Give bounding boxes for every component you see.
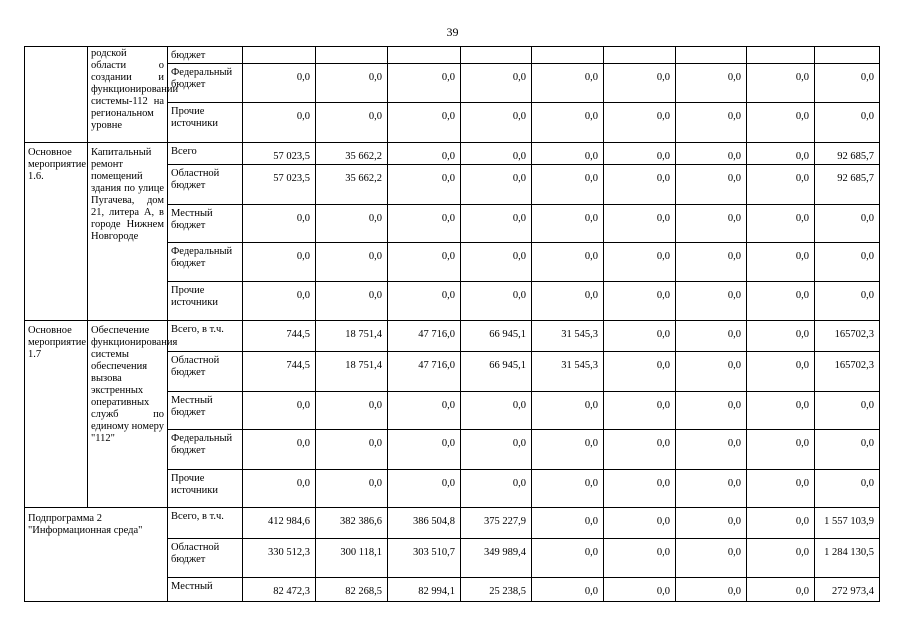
value-cell: 0,0 [676,103,747,143]
value-cell: 0,0 [604,64,676,103]
funding-source-cell: Областной бюджет [168,352,243,392]
value-cell: 0,0 [604,392,676,430]
value-cell: 0,0 [388,103,461,143]
value-cell: 272 973,4 [815,578,880,602]
value-cell: 25 238,5 [461,578,532,602]
budget-table [24,46,880,602]
funding-source-cell: Местный бюджет [168,205,243,243]
value-cell: 0,0 [747,392,815,430]
event-description-cell: Обеспечение функционирования системы обеспечения вызова экстренных оперативных служб по единому номеру "112" [88,321,168,508]
value-cell: 0,0 [316,392,388,430]
value-cell: 0,0 [388,282,461,321]
value-cell: 31 545,3 [532,352,604,392]
event-name-cell: Подпрограмма 2 "Информационная среда" [25,508,168,602]
value-cell: 0,0 [604,165,676,205]
value-cell: 0,0 [604,430,676,470]
value-cell [747,47,815,64]
value-cell: 0,0 [747,64,815,103]
value-cell: 0,0 [604,143,676,165]
value-cell: 0,0 [676,430,747,470]
value-cell: 0,0 [676,321,747,352]
value-cell: 0,0 [532,205,604,243]
value-cell: 0,0 [676,205,747,243]
value-cell: 0,0 [532,392,604,430]
value-cell: 92 685,7 [815,143,880,165]
value-cell [604,47,676,64]
value-cell: 744,5 [243,352,316,392]
page-number: 39 [446,25,459,39]
value-cell: 0,0 [388,64,461,103]
value-cell: 82 472,3 [243,578,316,602]
value-cell: 1 284 130,5 [815,539,880,578]
value-cell: 0,0 [747,205,815,243]
value-cell [532,47,604,64]
value-cell [815,47,880,64]
value-cell: 66 945,1 [461,352,532,392]
value-cell: 0,0 [676,508,747,539]
funding-source-cell: Всего, в т.ч. [168,321,243,352]
value-cell: 0,0 [388,205,461,243]
value-cell: 300 118,1 [316,539,388,578]
event-description-cell: Капитальный ремонт помещений здания по улице Пугачева, дом 21, литера А, в городе Нижнем Новгороде [88,143,168,321]
value-cell: 0,0 [316,430,388,470]
funding-source-cell: Федеральный бюджет [168,243,243,282]
value-cell: 0,0 [604,282,676,321]
value-cell: 0,0 [388,430,461,470]
funding-source-cell: Всего, в т.ч. [168,508,243,539]
value-cell: 0,0 [676,165,747,205]
value-cell: 0,0 [388,392,461,430]
value-cell: 57 023,5 [243,165,316,205]
value-cell: 0,0 [815,392,880,430]
value-cell: 0,0 [604,352,676,392]
funding-source-cell: Федеральный бюджет [168,430,243,470]
value-cell: 0,0 [815,470,880,508]
value-cell: 0,0 [316,103,388,143]
value-cell: 0,0 [604,103,676,143]
value-cell: 0,0 [532,282,604,321]
value-cell: 0,0 [243,282,316,321]
value-cell: 0,0 [316,64,388,103]
value-cell: 0,0 [815,103,880,143]
value-cell: 0,0 [388,165,461,205]
value-cell: 0,0 [316,470,388,508]
value-cell: 0,0 [747,470,815,508]
value-cell: 0,0 [747,143,815,165]
value-cell: 0,0 [388,243,461,282]
value-cell: 0,0 [815,64,880,103]
value-cell: 0,0 [604,539,676,578]
value-cell: 0,0 [676,143,747,165]
table-row [25,321,880,352]
table-row [25,143,880,165]
value-cell: 0,0 [747,352,815,392]
value-cell: 47 716,0 [388,321,461,352]
value-cell: 330 512,3 [243,539,316,578]
value-cell: 0,0 [532,103,604,143]
event-name-cell [25,47,88,143]
value-cell: 0,0 [676,352,747,392]
value-cell: 0,0 [604,243,676,282]
value-cell: 0,0 [747,578,815,602]
value-cell: 0,0 [604,470,676,508]
value-cell: 0,0 [604,321,676,352]
value-cell [388,47,461,64]
event-description-cell: родской области о создании и функционировании системы-112 на региональном уровне [88,47,168,143]
value-cell: 0,0 [747,282,815,321]
value-cell: 0,0 [461,282,532,321]
value-cell: 0,0 [604,205,676,243]
value-cell: 0,0 [532,243,604,282]
value-cell: 82 268,5 [316,578,388,602]
value-cell: 0,0 [316,205,388,243]
value-cell: 18 751,4 [316,352,388,392]
value-cell: 0,0 [461,103,532,143]
value-cell: 82 994,1 [388,578,461,602]
value-cell: 0,0 [243,205,316,243]
funding-source-cell: Местный бюджет [168,392,243,430]
value-cell: 412 984,6 [243,508,316,539]
value-cell: 1 557 103,9 [815,508,880,539]
value-cell: 0,0 [243,243,316,282]
event-name-cell: Основное мероприятие 1.7 [25,321,88,508]
value-cell: 0,0 [676,578,747,602]
funding-source-cell: Местный [168,578,243,602]
value-cell: 0,0 [461,143,532,165]
value-cell: 0,0 [532,165,604,205]
value-cell: 0,0 [747,321,815,352]
value-cell: 0,0 [461,165,532,205]
value-cell: 66 945,1 [461,321,532,352]
value-cell: 0,0 [604,508,676,539]
value-cell: 0,0 [676,282,747,321]
value-cell: 0,0 [676,539,747,578]
value-cell: 35 662,2 [316,165,388,205]
value-cell: 57 023,5 [243,143,316,165]
value-cell: 0,0 [747,103,815,143]
value-cell: 0,0 [461,205,532,243]
value-cell: 0,0 [747,539,815,578]
funding-source-cell: Прочие источники [168,470,243,508]
funding-source-cell: Областной бюджет [168,539,243,578]
value-cell: 0,0 [747,508,815,539]
value-cell: 0,0 [461,243,532,282]
value-cell: 375 227,9 [461,508,532,539]
value-cell: 303 510,7 [388,539,461,578]
value-cell: 0,0 [388,143,461,165]
value-cell: 0,0 [243,430,316,470]
value-cell: 0,0 [532,143,604,165]
value-cell: 0,0 [676,243,747,282]
funding-source-cell: бюджет [168,47,243,64]
value-cell: 744,5 [243,321,316,352]
value-cell: 382 386,6 [316,508,388,539]
value-cell: 0,0 [243,64,316,103]
value-cell: 0,0 [316,243,388,282]
value-cell [243,47,316,64]
table-row [25,508,880,539]
value-cell: 0,0 [815,205,880,243]
value-cell [676,47,747,64]
value-cell: 165702,3 [815,352,880,392]
funding-source-cell: Федеральный бюджет [168,64,243,103]
value-cell: 18 751,4 [316,321,388,352]
value-cell: 35 662,2 [316,143,388,165]
value-cell: 0,0 [747,243,815,282]
event-name-cell: Основное мероприятие 1.6. [25,143,88,321]
value-cell: 0,0 [815,430,880,470]
value-cell: 165702,3 [815,321,880,352]
value-cell: 0,0 [532,539,604,578]
value-cell: 47 716,0 [388,352,461,392]
value-cell: 0,0 [532,470,604,508]
funding-source-cell: Прочие источники [168,282,243,321]
funding-source-cell: Всего [168,143,243,165]
value-cell: 0,0 [532,64,604,103]
funding-source-cell: Областной бюджет [168,165,243,205]
value-cell: 386 504,8 [388,508,461,539]
value-cell: 0,0 [532,430,604,470]
value-cell: 0,0 [388,470,461,508]
value-cell: 0,0 [461,430,532,470]
value-cell: 31 545,3 [532,321,604,352]
value-cell: 0,0 [532,578,604,602]
value-cell: 0,0 [747,165,815,205]
value-cell: 0,0 [532,508,604,539]
value-cell: 0,0 [676,392,747,430]
table-row [25,47,880,64]
value-cell: 0,0 [461,392,532,430]
value-cell: 0,0 [243,470,316,508]
value-cell: 0,0 [815,282,880,321]
value-cell: 349 989,4 [461,539,532,578]
value-cell [316,47,388,64]
value-cell: 0,0 [676,470,747,508]
value-cell: 0,0 [243,103,316,143]
value-cell: 0,0 [815,243,880,282]
value-cell: 0,0 [316,282,388,321]
value-cell [461,47,532,64]
value-cell: 0,0 [676,64,747,103]
value-cell: 0,0 [461,64,532,103]
value-cell: 92 685,7 [815,165,880,205]
funding-source-cell: Прочие источники [168,103,243,143]
value-cell: 0,0 [461,470,532,508]
value-cell: 0,0 [243,392,316,430]
value-cell: 0,0 [747,430,815,470]
value-cell: 0,0 [604,578,676,602]
